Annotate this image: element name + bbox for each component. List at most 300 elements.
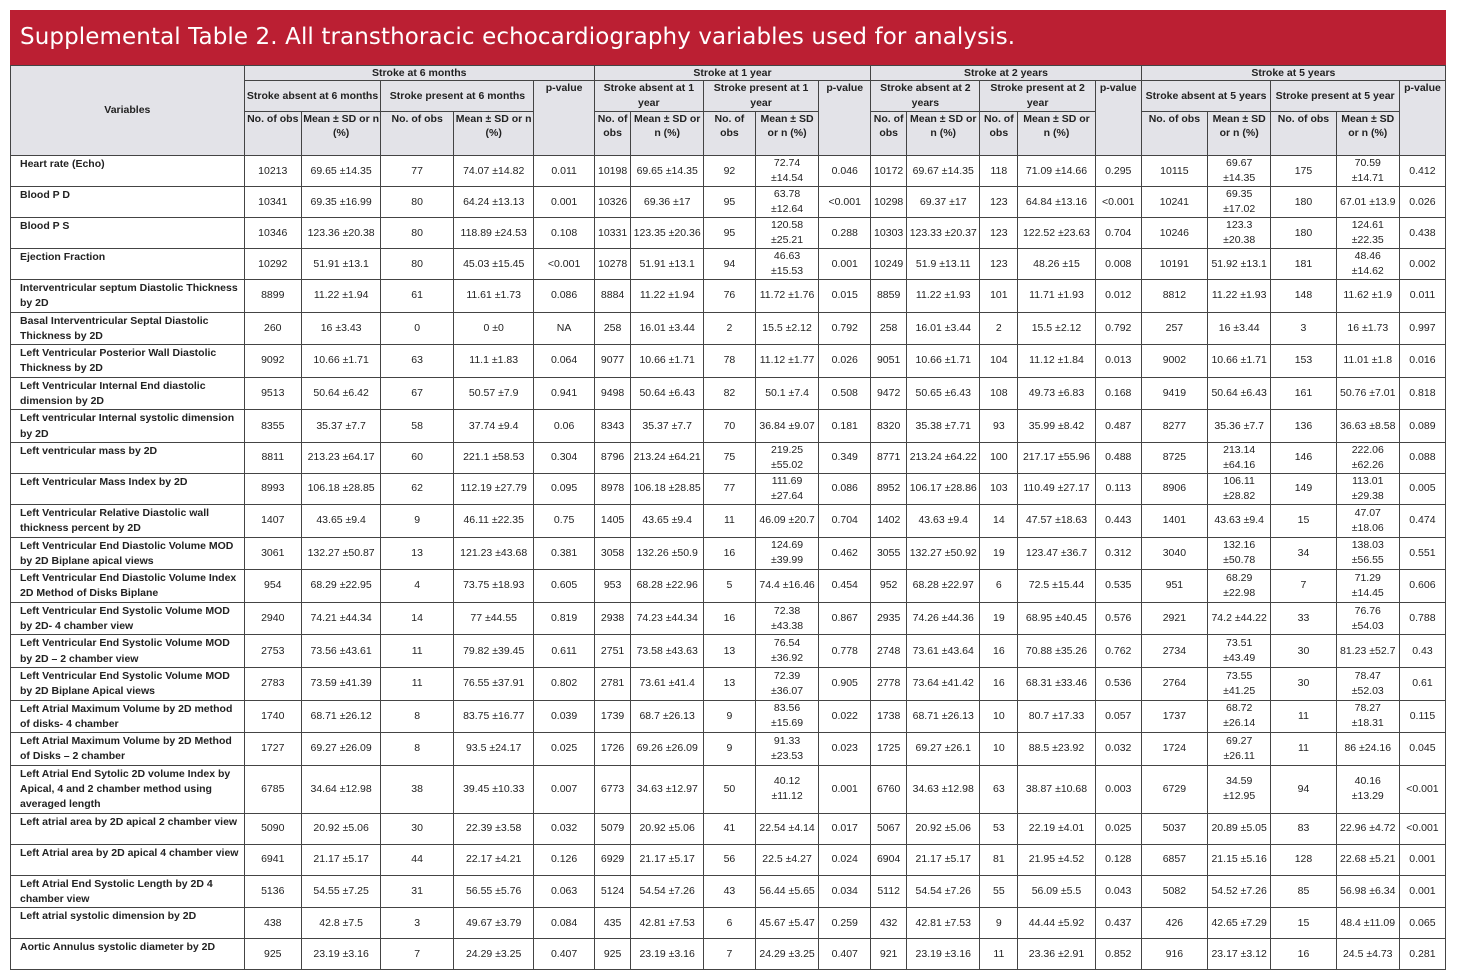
obs-present-cell: 5 — [703, 570, 755, 603]
p-value-cell: 0.022 — [819, 700, 871, 733]
mean-present-cell: 70.88 ±35.26 — [1018, 635, 1096, 668]
obs-present-cell: 94 — [1271, 765, 1336, 813]
mean-present-cell: 110.49 ±27.17 — [1018, 473, 1096, 504]
mean-absent-cell: 11.22 ±1.93 — [1208, 280, 1271, 313]
table-row — [11, 345, 1446, 378]
mean-present-cell: 56.09 ±5.5 — [1018, 875, 1096, 908]
mean-present-cell: 56.98 ±6.34 — [1336, 875, 1399, 908]
obs-absent-cell: 5136 — [244, 875, 301, 908]
obs-present-cell: 148 — [1271, 280, 1336, 313]
mean-present-cell: 83.56 ±15.69 — [755, 700, 818, 733]
obs-absent-cell: 9002 — [1141, 345, 1207, 378]
p-value-cell: 0.016 — [1399, 345, 1445, 378]
mean-absent-cell: 69.36 ±17 — [631, 187, 703, 218]
p-value-cell: 0.045 — [1399, 733, 1445, 766]
obs-absent-cell: 8978 — [594, 473, 631, 504]
mean-absent-cell: 123.3 ±20.38 — [1208, 218, 1271, 249]
obs-absent-cell: 8993 — [244, 473, 301, 504]
mean-present-cell: 121.23 ±43.68 — [453, 537, 534, 570]
absent-header: Stroke absent at 5 years — [1141, 81, 1271, 112]
p-value-cell: 0.034 — [819, 875, 871, 908]
p-value-cell: 0.488 — [1095, 442, 1141, 473]
obs-absent-cell: 9077 — [594, 345, 631, 378]
obs-absent-cell: 6929 — [594, 844, 631, 875]
p-value-cell: 0.001 — [819, 765, 871, 813]
mean-absent-cell: 69.35 ±17.02 — [1208, 187, 1271, 218]
mean-present-cell: 11.01 ±1.8 — [1336, 345, 1399, 378]
obs-absent-cell: 9419 — [1141, 377, 1207, 410]
p-value-cell: 0.304 — [534, 442, 594, 473]
mean-present-cell: 118.89 ±24.53 — [453, 218, 534, 249]
mean-present-cell: 23.36 ±2.91 — [1018, 939, 1096, 970]
obs-present-cell: 6 — [703, 908, 755, 939]
mean-present-cell: 72.39 ±36.07 — [755, 667, 818, 700]
obs-absent-cell: 10115 — [1141, 156, 1207, 187]
mean-absent-cell: 35.36 ±7.7 — [1208, 410, 1271, 443]
obs-present-cell: 11 — [381, 635, 453, 668]
obs-header: No. of obs — [871, 112, 907, 156]
obs-present-cell: 108 — [980, 377, 1018, 410]
obs-present-cell: 11 — [1271, 700, 1336, 733]
p-value-cell: 0.168 — [1095, 377, 1141, 410]
obs-absent-cell: 1727 — [244, 733, 301, 766]
p-value-cell: 0.802 — [534, 667, 594, 700]
mean-present-cell: 47.57 ±18.63 — [1018, 504, 1096, 537]
obs-present-cell: 10 — [980, 733, 1018, 766]
obs-absent-cell: 10241 — [1141, 187, 1207, 218]
table-row — [11, 635, 1446, 668]
table-row — [11, 733, 1446, 766]
obs-present-cell: 123 — [980, 187, 1018, 218]
mean-present-cell: 64.84 ±13.16 — [1018, 187, 1096, 218]
obs-present-cell: 7 — [381, 939, 453, 970]
p-value-cell: 0.001 — [819, 249, 871, 280]
group-header-6-months: Stroke at 6 months — [244, 66, 594, 81]
mean-absent-cell: 74.23 ±44.34 — [631, 602, 703, 635]
mean-absent-cell: 73.56 ±43.61 — [301, 635, 381, 668]
p-value-cell: 0.792 — [1095, 312, 1141, 345]
obs-present-cell: 136 — [1271, 410, 1336, 443]
mean-absent-cell: 42.81 ±7.53 — [907, 908, 980, 939]
present-header: Stroke present at 6 months — [381, 81, 534, 112]
table-row — [11, 875, 1446, 908]
obs-present-cell: 16 — [1271, 939, 1336, 970]
mean-present-cell: 11.12 ±1.84 — [1018, 345, 1096, 378]
mean-present-cell: 68.95 ±40.45 — [1018, 602, 1096, 635]
mean-present-cell: 22.68 ±5.21 — [1336, 844, 1399, 875]
obs-present-cell: 4 — [381, 570, 453, 603]
obs-present-cell: 9 — [980, 908, 1018, 939]
mean-absent-cell: 43.63 ±9.4 — [1208, 504, 1271, 537]
p-value-cell: 0.576 — [1095, 602, 1141, 635]
p-value-cell: 0.086 — [534, 280, 594, 313]
table-row — [11, 504, 1446, 537]
mean-absent-cell: 132.27 ±50.87 — [301, 537, 381, 570]
mean-present-cell: 71.09 ±14.66 — [1018, 156, 1096, 187]
obs-absent-cell: 10278 — [594, 249, 631, 280]
mean-absent-cell: 213.14 ±64.16 — [1208, 442, 1271, 473]
table-row — [11, 473, 1446, 504]
mean-absent-cell: 73.59 ±41.39 — [301, 667, 381, 700]
obs-absent-cell: 426 — [1141, 908, 1207, 939]
obs-absent-cell: 1401 — [1141, 504, 1207, 537]
obs-absent-cell: 2753 — [244, 635, 301, 668]
table-row — [11, 602, 1446, 635]
mean-absent-cell: 74.2 ±44.22 — [1208, 602, 1271, 635]
mean-present-cell: 112.19 ±27.79 — [453, 473, 534, 504]
obs-absent-cell: 2764 — [1141, 667, 1207, 700]
mean-absent-cell: 132.16 ±50.78 — [1208, 537, 1271, 570]
obs-absent-cell: 6904 — [871, 844, 907, 875]
mean-header: Mean ± SD or n (%) — [1208, 112, 1271, 156]
obs-header: No. of obs — [1271, 112, 1336, 156]
mean-present-cell: 36.63 ±8.58 — [1336, 410, 1399, 443]
mean-header: Mean ± SD or n (%) — [631, 112, 703, 156]
obs-present-cell: 76 — [703, 280, 755, 313]
variable-name: Heart rate (Echo) — [11, 156, 245, 187]
mean-absent-cell: 16 ±3.43 — [301, 312, 381, 345]
pvalue-header: p-value — [819, 81, 871, 156]
mean-absent-cell: 213.23 ±64.17 — [301, 442, 381, 473]
obs-present-cell: 13 — [703, 635, 755, 668]
obs-absent-cell: 10191 — [1141, 249, 1207, 280]
present-header: Stroke present at 2 year — [980, 81, 1095, 112]
obs-present-cell: 44 — [381, 844, 453, 875]
obs-present-cell: 63 — [980, 765, 1018, 813]
obs-present-cell: 15 — [1271, 504, 1336, 537]
mean-absent-cell: 69.27 ±26.1 — [907, 733, 980, 766]
mean-absent-cell: 43.65 ±9.4 — [631, 504, 703, 537]
obs-absent-cell: 5124 — [594, 875, 631, 908]
p-value-cell: 0.438 — [1399, 218, 1445, 249]
mean-present-cell: 81.23 ±52.7 — [1336, 635, 1399, 668]
obs-absent-cell: 2751 — [594, 635, 631, 668]
obs-absent-cell: 3040 — [1141, 537, 1207, 570]
mean-present-cell: 16 ±1.73 — [1336, 312, 1399, 345]
mean-present-cell: 45.03 ±15.45 — [453, 249, 534, 280]
mean-absent-cell: 16.01 ±3.44 — [907, 312, 980, 345]
p-value-cell: 0.762 — [1095, 635, 1141, 668]
variable-name: Left Ventricular Posterior Wall Diastolic Thickness by 2D — [11, 345, 245, 378]
obs-present-cell: 180 — [1271, 187, 1336, 218]
mean-present-cell: 83.75 ±16.77 — [453, 700, 534, 733]
mean-absent-cell: 123.35 ±20.36 — [631, 218, 703, 249]
mean-present-cell: 56.55 ±5.76 — [453, 875, 534, 908]
mean-present-cell: 11.71 ±1.93 — [1018, 280, 1096, 313]
mean-absent-cell: 11.22 ±1.94 — [301, 280, 381, 313]
mean-present-cell: 50.76 ±7.01 — [1336, 377, 1399, 410]
obs-present-cell: 118 — [980, 156, 1018, 187]
obs-present-cell: 6 — [980, 570, 1018, 603]
obs-present-cell: 153 — [1271, 345, 1336, 378]
p-value-cell: 0.013 — [1095, 345, 1141, 378]
p-value-cell: 0.997 — [1399, 312, 1445, 345]
obs-absent-cell: 1737 — [1141, 700, 1207, 733]
obs-absent-cell: 258 — [871, 312, 907, 345]
obs-present-cell: 8 — [381, 700, 453, 733]
mean-present-cell: 86 ±24.16 — [1336, 733, 1399, 766]
mean-absent-cell: 51.9 ±13.11 — [907, 249, 980, 280]
obs-present-cell: 9 — [381, 504, 453, 537]
obs-present-cell: 9 — [703, 733, 755, 766]
absent-header: Stroke absent at 6 months — [244, 81, 381, 112]
obs-absent-cell: 10346 — [244, 218, 301, 249]
p-value-cell: 0.867 — [819, 602, 871, 635]
mean-present-cell: 22.54 ±4.14 — [755, 813, 818, 844]
mean-present-cell: 78.47 ±52.03 — [1336, 667, 1399, 700]
p-value-cell: 0.025 — [534, 733, 594, 766]
obs-absent-cell: 3061 — [244, 537, 301, 570]
obs-absent-cell: 951 — [1141, 570, 1207, 603]
p-value-cell: 0.001 — [1399, 844, 1445, 875]
obs-present-cell: 81 — [980, 844, 1018, 875]
mean-present-cell: 79.82 ±39.45 — [453, 635, 534, 668]
p-value-cell: 0.088 — [1399, 442, 1445, 473]
mean-absent-cell: 69.27 ±26.09 — [301, 733, 381, 766]
p-value-cell: 0.75 — [534, 504, 594, 537]
mean-present-cell: 221.1 ±58.53 — [453, 442, 534, 473]
mean-present-cell: 11.72 ±1.76 — [755, 280, 818, 313]
table-row — [11, 280, 1446, 313]
obs-present-cell: 53 — [980, 813, 1018, 844]
mean-absent-cell: 106.18 ±28.85 — [631, 473, 703, 504]
obs-absent-cell: 1725 — [871, 733, 907, 766]
mean-absent-cell: 20.92 ±5.06 — [631, 813, 703, 844]
obs-present-cell: 80 — [381, 249, 453, 280]
obs-present-cell: 181 — [1271, 249, 1336, 280]
obs-absent-cell: 8859 — [871, 280, 907, 313]
obs-present-cell: 7 — [703, 939, 755, 970]
obs-absent-cell: 2921 — [1141, 602, 1207, 635]
table-row — [11, 813, 1446, 844]
obs-absent-cell: 9498 — [594, 377, 631, 410]
p-value-cell: 0.43 — [1399, 635, 1445, 668]
mean-absent-cell: 21.17 ±5.17 — [907, 844, 980, 875]
obs-present-cell: 13 — [381, 537, 453, 570]
obs-present-cell: 95 — [703, 187, 755, 218]
mean-absent-cell: 69.67 ±14.35 — [907, 156, 980, 187]
obs-present-cell: 11 — [703, 504, 755, 537]
pvalue-header: p-value — [534, 81, 594, 156]
p-value-cell: 0.941 — [534, 377, 594, 410]
obs-present-cell: 123 — [980, 218, 1018, 249]
obs-header: No. of obs — [1141, 112, 1207, 156]
obs-present-cell: 13 — [703, 667, 755, 700]
p-value-cell: 0.113 — [1095, 473, 1141, 504]
obs-absent-cell: 6760 — [871, 765, 907, 813]
table-row — [11, 410, 1446, 443]
obs-absent-cell: 10246 — [1141, 218, 1207, 249]
mean-present-cell: 40.12 ±11.12 — [755, 765, 818, 813]
mean-absent-cell: 54.54 ±7.26 — [907, 875, 980, 908]
mean-absent-cell: 50.64 ±6.43 — [1208, 377, 1271, 410]
variable-name: Left Ventricular End Systolic Volume MOD by 2D- 4 chamber view — [11, 602, 245, 635]
mean-absent-cell: 123.36 ±20.38 — [301, 218, 381, 249]
mean-present-cell: 217.17 ±55.96 — [1018, 442, 1096, 473]
obs-absent-cell: 10331 — [594, 218, 631, 249]
p-value-cell: 0.089 — [1399, 410, 1445, 443]
variable-name: Ejection Fraction — [11, 249, 245, 280]
group-header-2-years: Stroke at 2 years — [871, 66, 1141, 81]
p-value-cell: 0.412 — [1399, 156, 1445, 187]
mean-absent-cell: 50.65 ±6.43 — [907, 377, 980, 410]
obs-absent-cell: 10249 — [871, 249, 907, 280]
p-value-cell: 0.015 — [819, 280, 871, 313]
table-row — [11, 312, 1446, 345]
mean-absent-cell: 68.28 ±22.96 — [631, 570, 703, 603]
p-value-cell: 0.407 — [819, 939, 871, 970]
mean-header: Mean ± SD or n (%) — [907, 112, 980, 156]
p-value-cell: 0.778 — [819, 635, 871, 668]
mean-present-cell: 24.29 ±3.25 — [453, 939, 534, 970]
mean-present-cell: 46.63 ±15.53 — [755, 249, 818, 280]
obs-absent-cell: 2938 — [594, 602, 631, 635]
mean-present-cell: 72.38 ±43.38 — [755, 602, 818, 635]
obs-absent-cell: 1738 — [871, 700, 907, 733]
p-value-cell: 0.024 — [819, 844, 871, 875]
mean-present-cell: 222.06 ±62.26 — [1336, 442, 1399, 473]
obs-present-cell: 67 — [381, 377, 453, 410]
mean-present-cell: 56.44 ±5.65 — [755, 875, 818, 908]
mean-present-cell: 40.16 ±13.29 — [1336, 765, 1399, 813]
mean-present-cell: 76.55 ±37.91 — [453, 667, 534, 700]
p-value-cell: 0.611 — [534, 635, 594, 668]
obs-present-cell: 77 — [703, 473, 755, 504]
p-value-cell: 0.443 — [1095, 504, 1141, 537]
mean-present-cell: 21.95 ±4.52 — [1018, 844, 1096, 875]
mean-absent-cell: 10.66 ±1.71 — [907, 345, 980, 378]
mean-present-cell: 36.84 ±9.07 — [755, 410, 818, 443]
present-header: Stroke present at 1 year — [703, 81, 818, 112]
p-value-cell: 0.437 — [1095, 908, 1141, 939]
mean-present-cell: 48.4 ±11.09 — [1336, 908, 1399, 939]
mean-present-cell: 46.09 ±20.7 — [755, 504, 818, 537]
obs-absent-cell: 2734 — [1141, 635, 1207, 668]
table-row — [11, 765, 1446, 813]
obs-present-cell: 2 — [980, 312, 1018, 345]
mean-header: Mean ± SD or n (%) — [1336, 112, 1399, 156]
mean-present-cell: 48.46 ±14.62 — [1336, 249, 1399, 280]
mean-present-cell: 49.67 ±3.79 — [453, 908, 534, 939]
obs-present-cell: 30 — [381, 813, 453, 844]
table-row — [11, 377, 1446, 410]
obs-absent-cell: 8343 — [594, 410, 631, 443]
obs-absent-cell: 953 — [594, 570, 631, 603]
mean-present-cell: 72.5 ±15.44 — [1018, 570, 1096, 603]
p-value-cell: 0.115 — [1399, 700, 1445, 733]
p-value-cell: 0.295 — [1095, 156, 1141, 187]
obs-present-cell: 175 — [1271, 156, 1336, 187]
mean-absent-cell: 73.61 ±43.64 — [907, 635, 980, 668]
obs-present-cell: 78 — [703, 345, 755, 378]
mean-absent-cell: 35.37 ±7.7 — [631, 410, 703, 443]
obs-present-cell: 100 — [980, 442, 1018, 473]
p-value-cell: 0.819 — [534, 602, 594, 635]
obs-present-cell: 31 — [381, 875, 453, 908]
obs-present-cell: 104 — [980, 345, 1018, 378]
p-value-cell: 0.005 — [1399, 473, 1445, 504]
p-value-cell: 0.011 — [534, 156, 594, 187]
mean-present-cell: 67.01 ±13.9 — [1336, 187, 1399, 218]
mean-present-cell: 46.11 ±22.35 — [453, 504, 534, 537]
mean-absent-cell: 42.8 ±7.5 — [301, 908, 381, 939]
obs-header: No. of obs — [244, 112, 301, 156]
obs-absent-cell: 916 — [1141, 939, 1207, 970]
obs-present-cell: 19 — [980, 537, 1018, 570]
mean-present-cell: 113.01 ±29.38 — [1336, 473, 1399, 504]
mean-present-cell: 122.52 ±23.63 — [1018, 218, 1096, 249]
obs-absent-cell: 925 — [244, 939, 301, 970]
mean-present-cell: 63.78 ±12.64 — [755, 187, 818, 218]
mean-present-cell: 50.1 ±7.4 — [755, 377, 818, 410]
p-value-cell: 0.008 — [1095, 249, 1141, 280]
obs-present-cell: 58 — [381, 410, 453, 443]
obs-absent-cell: 954 — [244, 570, 301, 603]
obs-absent-cell: 1407 — [244, 504, 301, 537]
p-value-cell: <0.001 — [1399, 765, 1445, 813]
mean-absent-cell: 20.92 ±5.06 — [301, 813, 381, 844]
mean-absent-cell: 73.51 ±43.49 — [1208, 635, 1271, 668]
obs-absent-cell: 10198 — [594, 156, 631, 187]
obs-absent-cell: 10213 — [244, 156, 301, 187]
mean-absent-cell: 68.28 ±22.97 — [907, 570, 980, 603]
variable-name: Basal Interventricular Septal Diastolic Thickness by 2D — [11, 312, 245, 345]
mean-present-cell: 76.76 ±54.03 — [1336, 602, 1399, 635]
group-header-5-years: Stroke at 5 years — [1141, 66, 1445, 81]
mean-absent-cell: 23.19 ±3.16 — [907, 939, 980, 970]
obs-present-cell: 11 — [980, 939, 1018, 970]
mean-present-cell: 22.17 ±4.21 — [453, 844, 534, 875]
mean-absent-cell: 73.58 ±43.63 — [631, 635, 703, 668]
obs-absent-cell: 2935 — [871, 602, 907, 635]
p-value-cell: 0.288 — [819, 218, 871, 249]
obs-absent-cell: 9513 — [244, 377, 301, 410]
mean-present-cell: 48.26 ±15 — [1018, 249, 1096, 280]
obs-present-cell: 62 — [381, 473, 453, 504]
mean-absent-cell: 51.92 ±13.1 — [1208, 249, 1271, 280]
obs-present-cell: 77 — [381, 156, 453, 187]
obs-absent-cell: 2748 — [871, 635, 907, 668]
obs-present-cell: 8 — [381, 733, 453, 766]
p-value-cell: NA — [534, 312, 594, 345]
obs-absent-cell: 8906 — [1141, 473, 1207, 504]
obs-present-cell: 55 — [980, 875, 1018, 908]
obs-present-cell: 41 — [703, 813, 755, 844]
obs-absent-cell: 8277 — [1141, 410, 1207, 443]
obs-absent-cell: 8771 — [871, 442, 907, 473]
obs-present-cell: 3 — [1271, 312, 1336, 345]
obs-present-cell: 16 — [980, 667, 1018, 700]
obs-absent-cell: 10326 — [594, 187, 631, 218]
mean-absent-cell: 73.64 ±41.42 — [907, 667, 980, 700]
obs-present-cell: 80 — [381, 187, 453, 218]
obs-absent-cell: 1726 — [594, 733, 631, 766]
mean-present-cell: 15.5 ±2.12 — [755, 312, 818, 345]
mean-absent-cell: 54.55 ±7.25 — [301, 875, 381, 908]
mean-present-cell: 111.69 ±27.64 — [755, 473, 818, 504]
obs-absent-cell: 10341 — [244, 187, 301, 218]
obs-present-cell: 43 — [703, 875, 755, 908]
pvalue-header: p-value — [1399, 81, 1445, 156]
mean-present-cell: 11.1 ±1.83 — [453, 345, 534, 378]
mean-absent-cell: 43.63 ±9.4 — [907, 504, 980, 537]
p-value-cell: 0.001 — [1399, 875, 1445, 908]
obs-absent-cell: 8952 — [871, 473, 907, 504]
table-body — [11, 156, 1446, 970]
obs-absent-cell: 257 — [1141, 312, 1207, 345]
mean-absent-cell: 11.22 ±1.94 — [631, 280, 703, 313]
echo-variables-table — [10, 65, 1446, 970]
